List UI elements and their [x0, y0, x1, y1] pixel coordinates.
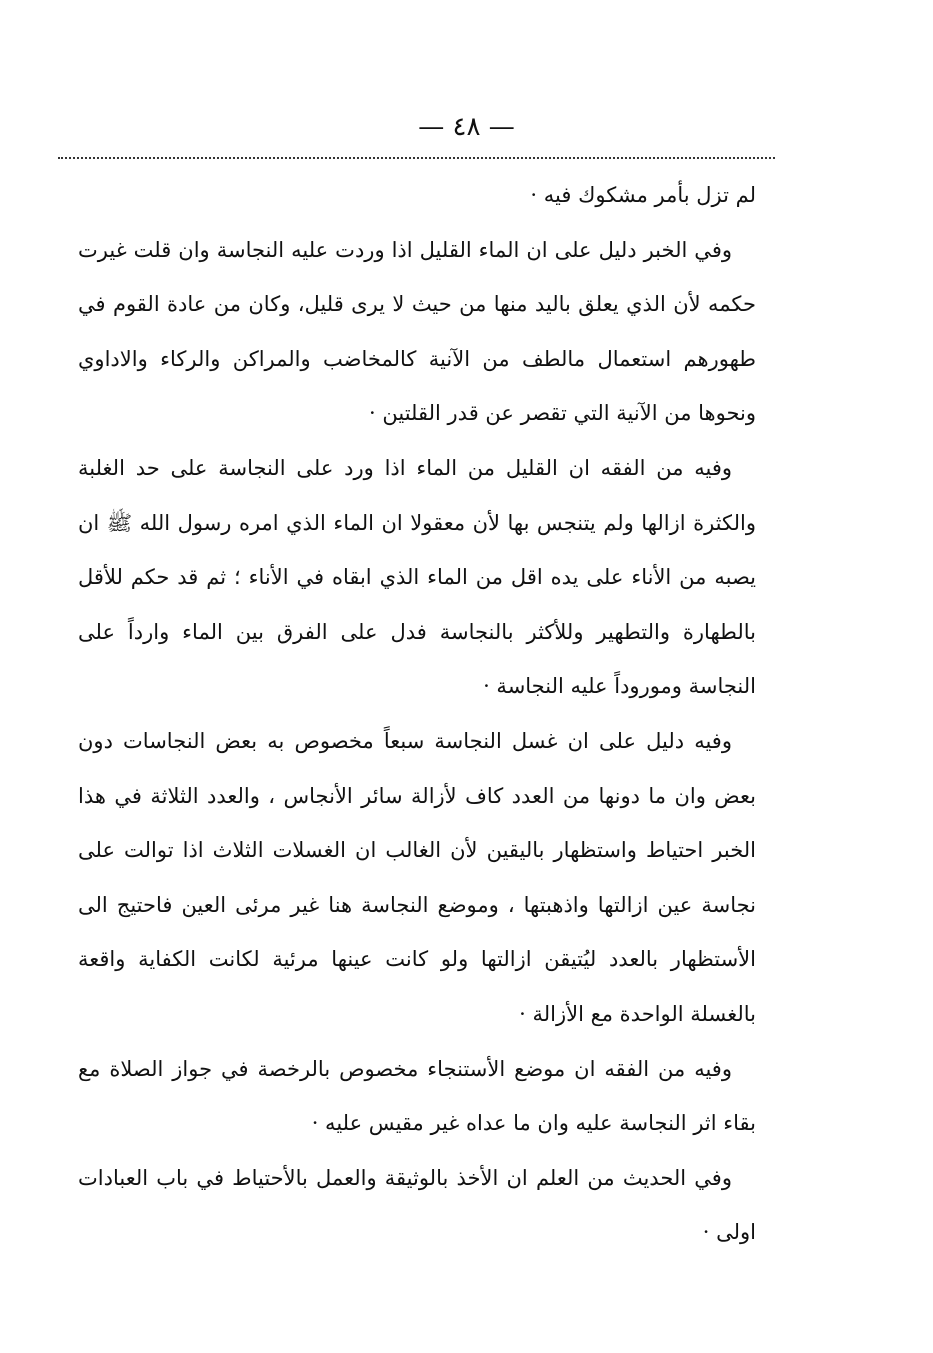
page-number: — ٤٨ —	[418, 112, 515, 142]
paragraph: وفيه من الفقه ان القليل من الماء اذا ورد على النجاسة على حد الغلبة والكثرة ازالها ولم يتنجس بها لأن معقولا ان الماء الذي امره رسول الله ﷺ ان يصبه من الأناء على يده اقل من الماء الذي ابقاه في الأناء ؛ ثم قد حكم للأقل بالطهارة والتطهير وللأكثر بالنجاسة فدل على الفرق بين الماء وارداً على النجاسة وموروداً عليه النجاسة ·	[78, 455, 756, 699]
body-text	[78, 168, 756, 1260]
paragraph-continuation: لم تزل بأمر مشكوك فيه ·	[530, 183, 756, 207]
paragraph: وفي الخبر دليل على ان الماء القليل اذا وردت عليه النجاسة وان قلت غيرت حكمه لأن الذي يعلق باليد منها من حيث لا يرى قليل، وكان من عادة القوم في طهورهم استعمال مالطف من الآنية كالمخاضب والمراكن والركاء والاداوي ونحوها من الآنية التي تقصر عن قدر القلتين ·	[78, 237, 756, 426]
header-divider	[58, 157, 775, 159]
paragraph: وفيه دليل على ان غسل النجاسة سبعاً مخصوص به بعض النجاسات دون بعض وان ما دونها من العدد كاف لأزالة سائر الأنجاس ، والعدد الثلاثة في هذا الخبر احتياط واستظهار باليقين لأن الغالب ان الغسلات الثلاث اذا توالت على نجاسة عين ازالتها واذهبتها ، وموضع النجاسة هنا غير مرئى العين فاحتيج الى الأستظهار بالعدد ليُتيقن ازالتها ولو كانت عينها مرئية لكانت الكفاية واقعة بالغسلة الواحدة مع الأزالة ·	[78, 728, 756, 1026]
paragraph: وفيه من الفقه ان موضع الأستنجاء مخصوص بالرخصة في جواز الصلاة مع بقاء اثر النجاسة عليه وان ما عداه غير مقيس عليه ·	[78, 1056, 756, 1136]
paragraph: وفي الحديث من العلم ان الأخذ بالوثيقة والعمل بالأحتياط في باب العبادات اولى ·	[78, 1165, 756, 1245]
